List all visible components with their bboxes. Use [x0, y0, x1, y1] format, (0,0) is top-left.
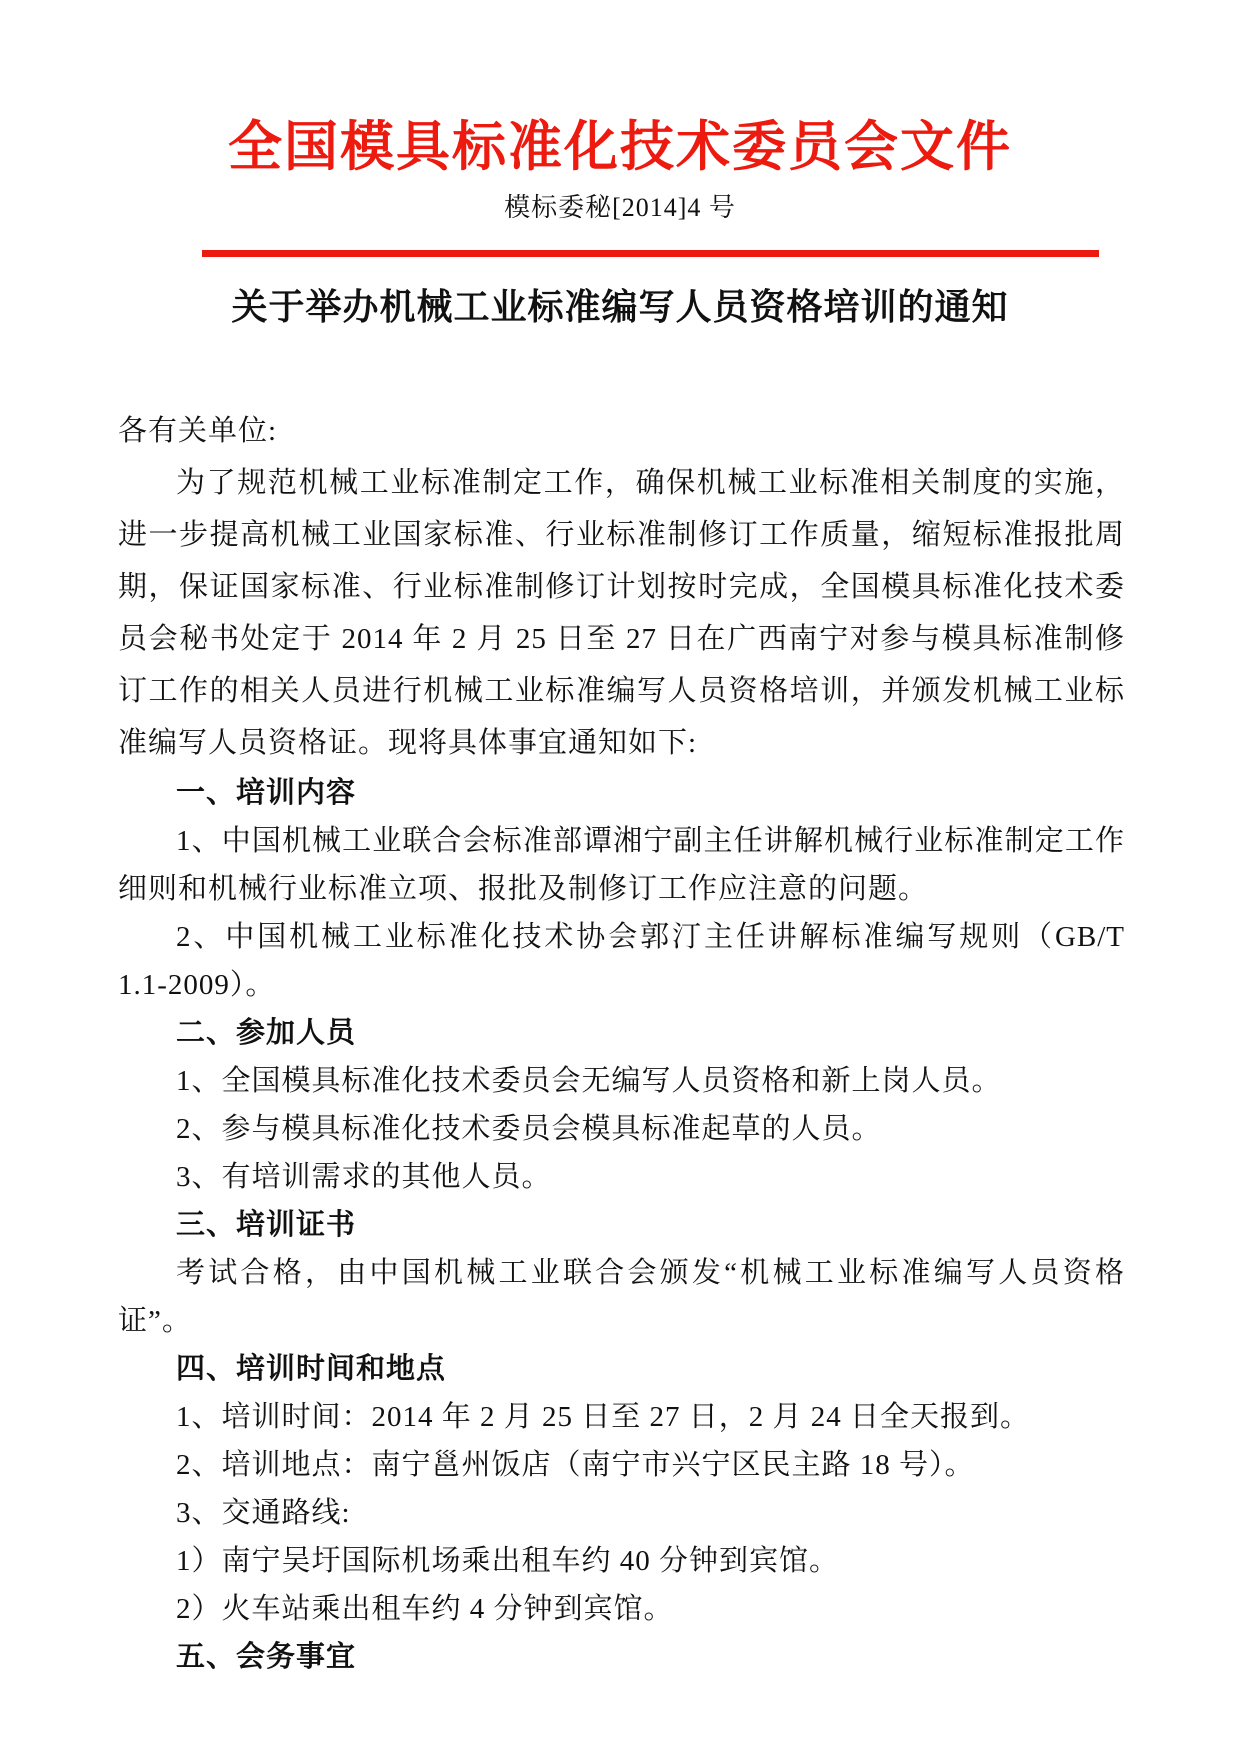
section-2-item-3: 3、有培训需求的其他人员。 — [176, 1161, 552, 1193]
section-heading-1: 一、培训内容 — [176, 777, 357, 809]
section-4-item-5: 2）火车站乘出租车约 4 分钟到宾馆。 — [176, 1593, 674, 1625]
section-heading-2: 二、参加人员 — [176, 1017, 357, 1049]
intro-paragraph: 为了规范机械工业标准制定工作，确保机械工业标准相关制度的实施，进一步提高机械工业国家标准、行业标准制修订工作质量，缩短标准报批周期，保证国家标准、行业标准制修订计划按时完成，全国模具标准化技术委员会秘书处定于 2014 年 2 月 25 日至 27 日在广西南宁对参与模具标准制修订工作的相关人员进行机械工业标准编写人员资格培训，并颁发机械工业标准编写人员资格证。现将具体事宜通知如下: — [118, 467, 1125, 759]
section-4-item-2: 2、培训地点：南宁邕州饭店（南宁市兴宁区民主路 18 号）。 — [176, 1449, 975, 1481]
section-heading-4: 四、培训时间和地点 — [176, 1353, 447, 1385]
org-title: 全国模具标准化技术委员会文件 — [228, 117, 1012, 177]
document-title: 关于举办机械工业标准编写人员资格培训的通知 — [231, 286, 1009, 327]
section-heading-3: 三、培训证书 — [176, 1209, 357, 1241]
document-body — [0, 331, 1240, 1681]
section-2-item-2: 2、参与模具标准化技术委员会模具标准起草的人员。 — [176, 1113, 882, 1145]
salutation: 各有关单位: — [118, 415, 278, 447]
doc-number: 模标委秘[2014]4 号 — [504, 193, 736, 222]
section-1-item-1: 1、中国机械工业联合会标准部谭湘宁副主任讲解机械行业标准制定工作细则和机械行业标准立项、报批及制修订工作应注意的问题。 — [118, 825, 1125, 905]
section-3-item-1: 考试合格，由中国机械工业联合会颁发“机械工业标准编写人员资格证”。 — [118, 1257, 1125, 1337]
section-2-item-1: 1、全国模具标准化技术委员会无编写人员资格和新上岗人员。 — [176, 1065, 1002, 1097]
section-1-item-2: 2、中国机械工业标准化技术协会郭汀主任讲解标准编写规则（GB/T 1.1-2009）。 — [118, 921, 1125, 1001]
section-4-item-3: 3、交通路线: — [176, 1497, 351, 1529]
section-4-item-4: 1）南宁吴圩国际机场乘出租车约 40 分钟到宾馆。 — [176, 1545, 840, 1577]
section-4-item-1: 1、培训时间：2014 年 2 月 25 日至 27 日，2 月 24 日全天报到。 — [176, 1401, 1031, 1433]
section-heading-5: 五、会务事宜 — [176, 1641, 357, 1673]
red-divider-line — [202, 250, 1099, 257]
